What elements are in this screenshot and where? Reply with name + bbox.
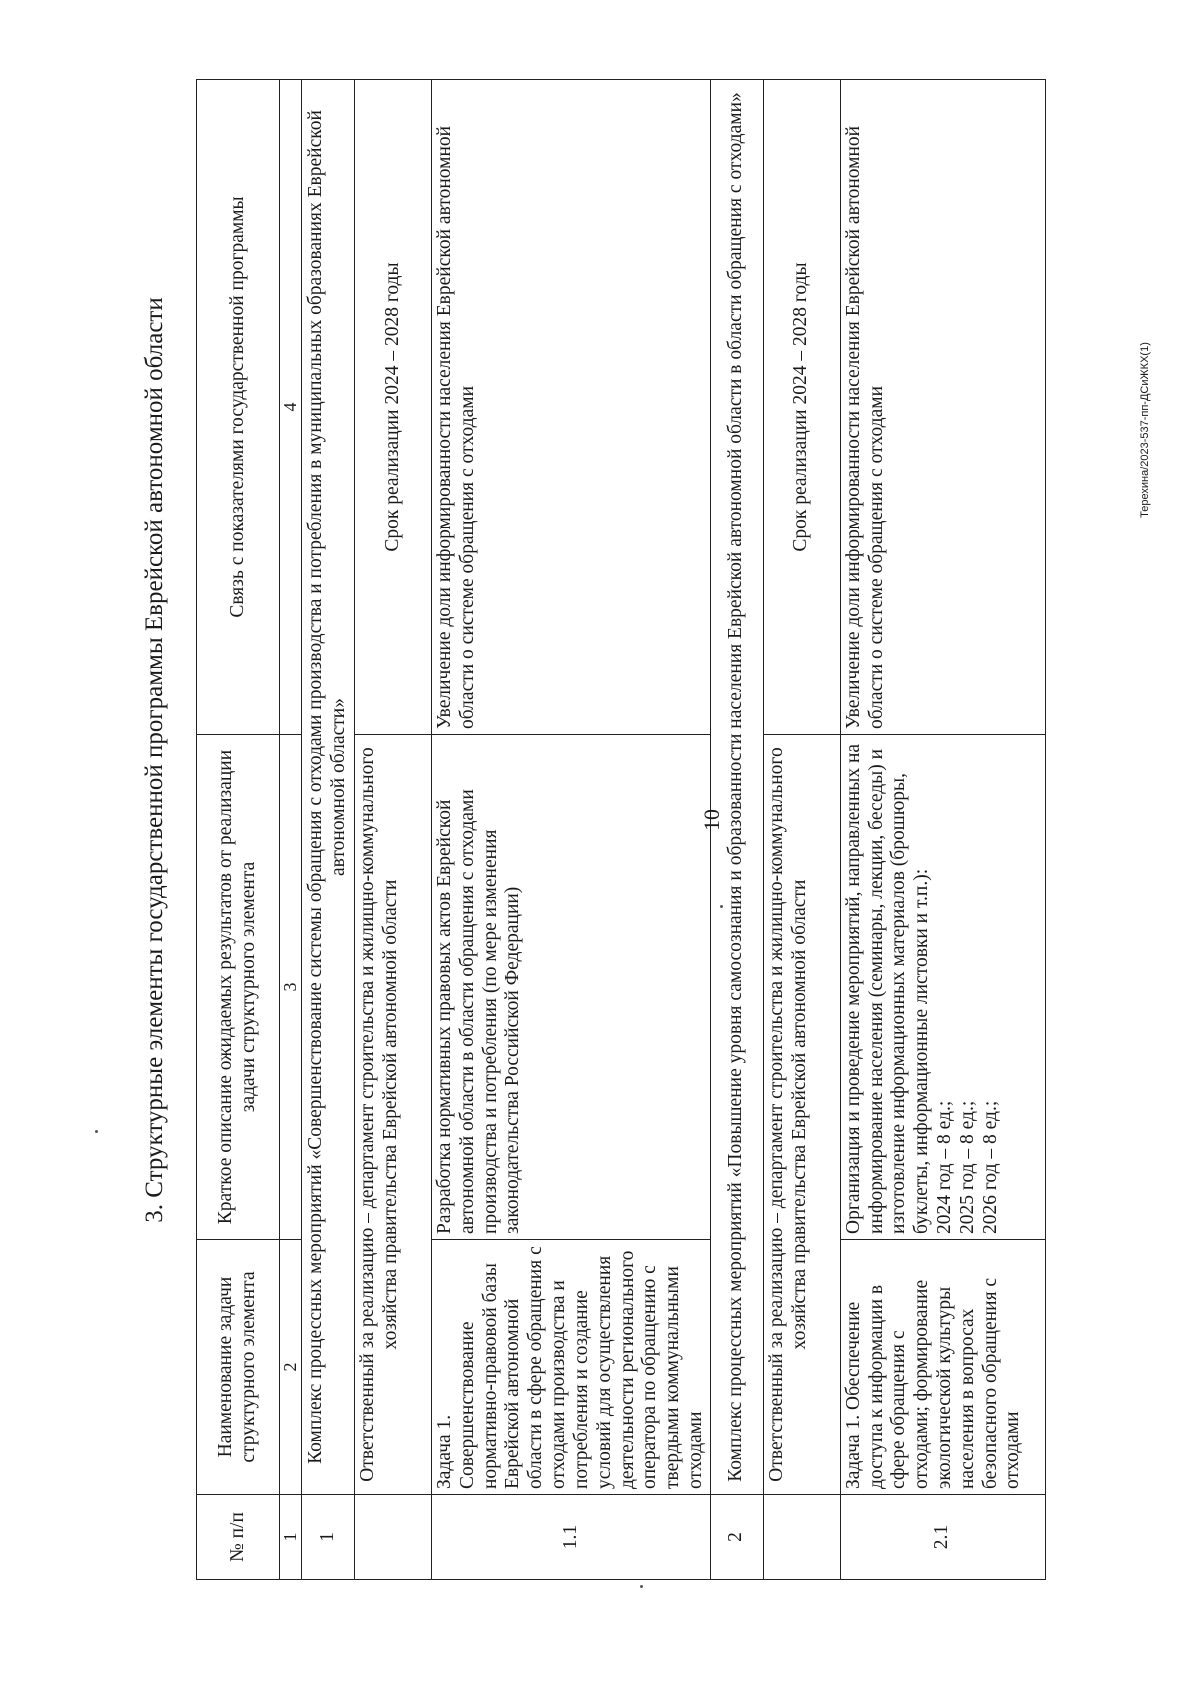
task-text: Задача 1. Совершенствование нормативно-правовой базы Еврейской автономной области в сфере обращения с отходами производства и потребления и создание условий для осуществления деятельности регионального оператора по обращению с твердыми коммунальными отходами bbox=[432, 1240, 711, 1495]
empty-cell bbox=[763, 1495, 840, 1580]
section-title: Комплекс процессных мероприятий «Повышение уровня самосознания и образованности населения Еврейской автономной области в области обращения с отходами» bbox=[710, 80, 763, 1495]
table-header-row bbox=[197, 80, 280, 1580]
responsible-text: Ответственный за реализацию – департамент строительства и жилищно-коммунального хозяйства правительства Еврейской автономной области bbox=[355, 735, 432, 1495]
page-number: 10 bbox=[699, 809, 724, 831]
table-row bbox=[432, 80, 711, 1580]
section-title-row bbox=[710, 80, 763, 1580]
column-number: 3 bbox=[280, 735, 302, 1240]
column-number: 4 bbox=[280, 80, 302, 735]
header-number: № п/п bbox=[197, 1495, 280, 1580]
structure-table-container bbox=[196, 80, 1046, 1580]
result-text: Разработка нормативных правовых актов Еврейской автономной области в области обращения с отходами производства и потребления (по мере изменения законодательства Российской Федерации) bbox=[432, 735, 711, 1240]
task-text: Задача 1. Обеспечение доступа к информации в сфере обращения с отходами; формирование экологической культуры населения в вопросах безопасного обращения с отходами bbox=[840, 1240, 1045, 1495]
section-responsible-row bbox=[355, 80, 432, 1580]
result-intro: Организация и проведение мероприятий, направленных на информирование населения (семинары, лекции, беседы) и изготовление информационных материалов (брошюры, буклеты, информационные листовки и т.п.): bbox=[842, 743, 933, 1234]
section-title-row bbox=[302, 80, 355, 1580]
section-responsible-row bbox=[763, 80, 840, 1580]
document-title: 3. Структурные элементы государственной программы Еврейской автономной области bbox=[141, 297, 168, 1223]
section-number: 2 bbox=[710, 1495, 763, 1580]
column-number: 2 bbox=[280, 1240, 302, 1495]
header-indicator-link: Связь с показателями государственной программы bbox=[197, 80, 280, 735]
scan-speck bbox=[95, 1130, 98, 1133]
structure-table bbox=[196, 79, 1046, 1580]
row-number: 2.1 bbox=[840, 1495, 1045, 1580]
result-item: 2025 год – 8 ед.; bbox=[956, 1100, 978, 1234]
term-text: Срок реализации 2024 – 2028 годы bbox=[355, 80, 432, 735]
section-title: Комплекс процессных мероприятий «Совершенствование системы обращения с отходами производства и потребления в муниципальных образованиях Еврейской автономной области» bbox=[302, 80, 355, 1495]
responsible-text: Ответственный за реализацию – департамент строительства и жилищно-коммунального хозяйства правительства Еврейской автономной области bbox=[763, 735, 840, 1495]
empty-cell bbox=[355, 1495, 432, 1580]
row-number: 1.1 bbox=[432, 1495, 711, 1580]
scan-speck bbox=[640, 1585, 643, 1588]
indicator-text: Увеличение доли информированности населения Еврейской автономной области о системе обращения с отходами bbox=[840, 80, 1045, 735]
term-text: Срок реализации 2024 – 2028 годы bbox=[763, 80, 840, 735]
document-code: Терехина/2023-537-пп-ДСиЖКХ(1) bbox=[1139, 342, 1151, 518]
result-cell bbox=[840, 735, 1045, 1240]
header-task-name: Наименование задачи структурного элемента bbox=[197, 1240, 280, 1495]
header-expected-results: Краткое описание ожидаемых результатов от реализации задачи структурного элемента bbox=[197, 735, 280, 1240]
column-number: 1 bbox=[280, 1495, 302, 1580]
result-item: 2026 год – 8 ед.; bbox=[979, 1100, 1001, 1234]
table-row bbox=[840, 80, 1045, 1580]
result-item: 2024 год – 8 ед.; bbox=[934, 1100, 956, 1234]
indicator-text: Увеличение доли информированности населения Еврейской автономной области о системе обращения с отходами bbox=[432, 80, 711, 735]
column-number-row bbox=[280, 80, 302, 1580]
section-number: 1 bbox=[302, 1495, 355, 1580]
